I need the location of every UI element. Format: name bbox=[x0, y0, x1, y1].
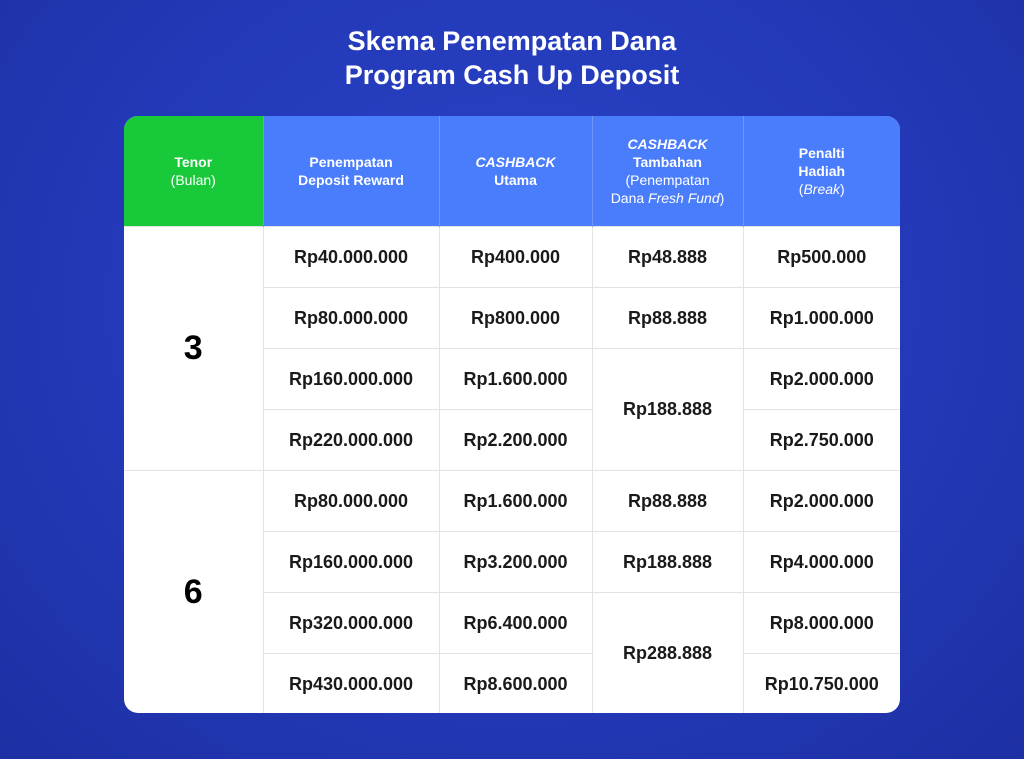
penalty-cell: Rp1.000.000 bbox=[743, 288, 900, 349]
header-penalty-line-3a: ( bbox=[798, 181, 804, 197]
header-penalty bbox=[743, 116, 900, 227]
cashback-main-cell: Rp400.000 bbox=[439, 227, 592, 288]
cashback-main-cell: Rp3.200.000 bbox=[439, 532, 592, 593]
placement-cell: Rp80.000.000 bbox=[263, 288, 439, 349]
penalty-cell: Rp2.000.000 bbox=[743, 349, 900, 410]
header-placement-line-1: Penempatan bbox=[309, 154, 393, 170]
cashback-main-cell: Rp1.600.000 bbox=[439, 349, 592, 410]
placement-cell: Rp40.000.000 bbox=[263, 227, 439, 288]
header-cashback-extra-line-3: (Penempatan bbox=[625, 172, 710, 188]
penalty-cell: Rp10.750.000 bbox=[743, 654, 900, 714]
placement-cell: Rp80.000.000 bbox=[263, 471, 439, 532]
header-penalty-line-3c: ) bbox=[840, 181, 845, 197]
header-cashback-main-line-2: Utama bbox=[494, 172, 537, 188]
cashback-main-cell: Rp2.200.000 bbox=[439, 410, 592, 471]
cashback-main-cell: Rp800.000 bbox=[439, 288, 592, 349]
cashback-extra-cell: Rp48.888 bbox=[592, 227, 743, 288]
header-tenor bbox=[124, 116, 263, 227]
tenor-cell-3: 3 bbox=[124, 227, 263, 471]
header-cashback-extra-line-4a: Dana bbox=[610, 190, 649, 206]
tenor-cell-6: 6 bbox=[124, 471, 263, 714]
header-cashback-extra-line-4c: ) bbox=[719, 190, 725, 206]
placement-cell: Rp320.000.000 bbox=[263, 593, 439, 654]
cashback-extra-cell: Rp188.888 bbox=[592, 349, 743, 471]
cashback-main-cell: Rp6.400.000 bbox=[439, 593, 592, 654]
table-row bbox=[124, 227, 900, 288]
header-placement bbox=[263, 116, 439, 227]
header-cashback-main-line-1: CASHBACK bbox=[475, 154, 556, 170]
penalty-cell: Rp2.750.000 bbox=[743, 410, 900, 471]
header-penalty-line-2: Hadiah bbox=[798, 163, 846, 179]
placement-cell: Rp160.000.000 bbox=[263, 532, 439, 593]
header-penalty-line-3b: Break bbox=[803, 181, 841, 197]
cashback-extra-cell: Rp88.888 bbox=[592, 288, 743, 349]
title-line-1: Skema Penempatan Dana bbox=[347, 26, 677, 56]
placement-cell: Rp160.000.000 bbox=[263, 349, 439, 410]
header-penalty-line-3 bbox=[750, 180, 895, 198]
penalty-cell: Rp4.000.000 bbox=[743, 532, 900, 593]
header-cashback-extra-line-4 bbox=[599, 189, 737, 207]
page-title bbox=[0, 24, 1024, 92]
header-cashback-main bbox=[439, 116, 592, 227]
deposit-scheme-table bbox=[124, 116, 900, 713]
penalty-cell: Rp8.000.000 bbox=[743, 593, 900, 654]
header-penalty-line-1: Penalti bbox=[798, 145, 845, 161]
cashback-extra-cell: Rp288.888 bbox=[592, 593, 743, 714]
header-tenor-label: Tenor bbox=[174, 154, 213, 170]
table-row bbox=[124, 471, 900, 532]
cashback-main-cell: Rp8.600.000 bbox=[439, 654, 592, 714]
cashback-main-cell: Rp1.600.000 bbox=[439, 471, 592, 532]
cashback-extra-cell: Rp188.888 bbox=[592, 532, 743, 593]
header-placement-line-2: Deposit Reward bbox=[298, 172, 404, 188]
placement-cell: Rp220.000.000 bbox=[263, 410, 439, 471]
header-cashback-extra bbox=[592, 116, 743, 227]
header-tenor-unit: (Bulan) bbox=[170, 172, 216, 188]
penalty-cell: Rp2.000.000 bbox=[743, 471, 900, 532]
table-header-row bbox=[124, 116, 900, 227]
title-line-2: Program Cash Up Deposit bbox=[344, 60, 680, 90]
cashback-extra-cell: Rp88.888 bbox=[592, 471, 743, 532]
header-cashback-extra-line-4b: Fresh Fund bbox=[648, 190, 720, 206]
placement-cell: Rp430.000.000 bbox=[263, 654, 439, 714]
header-cashback-extra-line-2: Tambahan bbox=[633, 154, 702, 170]
penalty-cell: Rp500.000 bbox=[743, 227, 900, 288]
header-cashback-extra-line-1: CASHBACK bbox=[627, 136, 708, 152]
